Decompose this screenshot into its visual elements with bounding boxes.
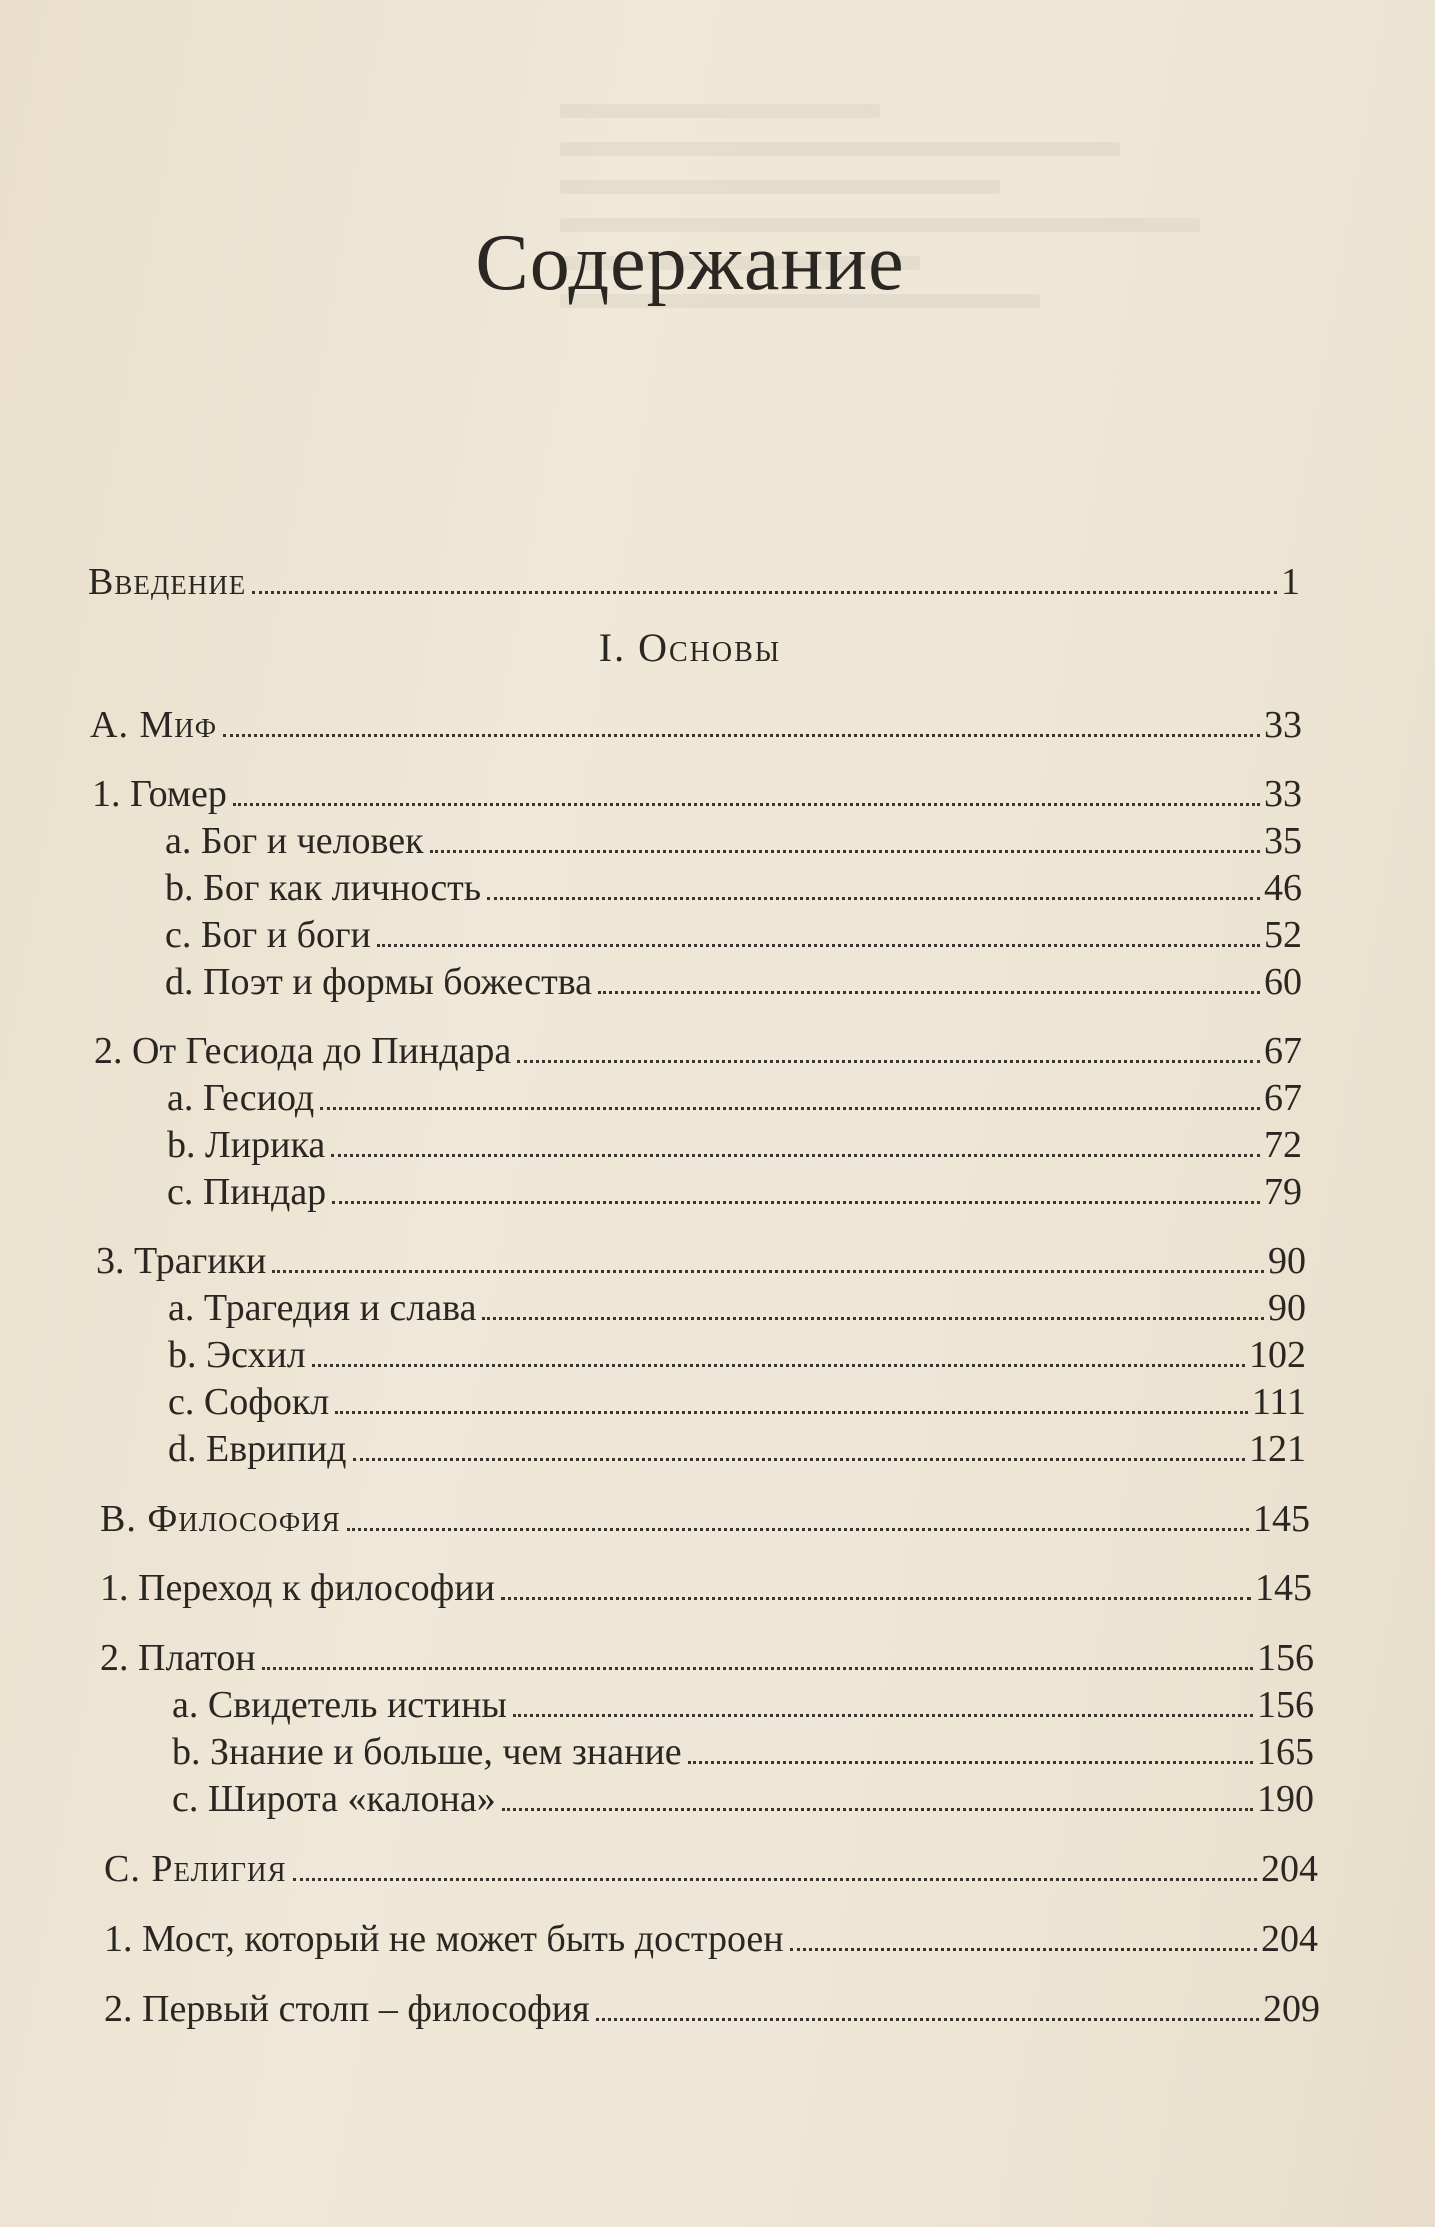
toc-entry-page: 72 [1264, 1124, 1302, 1166]
toc-entry-page: 165 [1257, 1731, 1314, 1773]
toc-entry-label: b. Знание и больше, чем знание [172, 1731, 682, 1773]
toc-entry [165, 819, 1302, 869]
toc-entry-page: 190 [1257, 1778, 1314, 1820]
toc-entry-page: 52 [1264, 914, 1302, 956]
toc-entry-label: d. Поэт и формы божества [165, 961, 593, 1003]
toc-entry-label: a. Бог и человек [165, 820, 424, 862]
toc-entry [165, 913, 1302, 963]
toc-entry-label: A. Миф [90, 704, 218, 746]
toc-entry [104, 1917, 1318, 1967]
dot-leader [347, 1527, 1249, 1531]
toc-entry [94, 1029, 1302, 1079]
dot-leader [353, 1457, 1246, 1461]
dot-leader [517, 1059, 1260, 1063]
toc-entry-label: a. Трагедия и слава [168, 1287, 477, 1329]
toc-entry-page: 79 [1264, 1171, 1302, 1213]
toc-entry [168, 1286, 1306, 1336]
toc-entry [168, 1427, 1306, 1477]
toc-entry-label: 1. Мост, который не может быть достроен [104, 1918, 784, 1960]
toc-entry [172, 1730, 1314, 1780]
toc-entry-page: 209 [1263, 1988, 1320, 2030]
toc-entry-page: 90 [1268, 1240, 1306, 1282]
dot-leader [688, 1760, 1253, 1764]
toc-entry [90, 703, 1302, 753]
dot-leader [790, 1947, 1257, 1951]
dot-leader [332, 1200, 1260, 1204]
toc-entry-page: 204 [1261, 1918, 1318, 1960]
dot-leader [272, 1269, 1264, 1273]
toc-entry-page: 102 [1249, 1334, 1306, 1376]
toc-entry [165, 866, 1302, 916]
toc-entry-page: 46 [1264, 867, 1302, 909]
toc-entry-page: 33 [1264, 773, 1302, 815]
toc-entry-page: 33 [1264, 704, 1302, 746]
dot-leader [262, 1666, 1253, 1670]
toc-entry-page: 90 [1268, 1287, 1306, 1329]
toc-entry-label: b. Лирика [167, 1124, 326, 1166]
toc-entry [100, 1636, 1314, 1686]
dot-leader [252, 590, 1277, 594]
toc-entry-page: 67 [1264, 1030, 1302, 1072]
toc-entry-page: 156 [1257, 1684, 1314, 1726]
dot-leader [513, 1713, 1253, 1717]
dot-leader [377, 943, 1260, 947]
toc-entry-page: 1 [1281, 561, 1300, 603]
toc-entry [100, 1497, 1310, 1547]
toc-entry-label: Введение [88, 561, 247, 603]
dot-leader [598, 990, 1260, 994]
toc-entry [168, 1380, 1306, 1430]
dot-leader [331, 1153, 1260, 1157]
toc-entry-label: 2. Платон [100, 1637, 256, 1679]
toc-entry-label: b. Эсхил [168, 1334, 306, 1376]
toc-entry-label: 3. Трагики [96, 1240, 267, 1282]
toc-entry [168, 1333, 1306, 1383]
dot-leader [487, 896, 1260, 900]
toc-entry-label: B. Философия [100, 1498, 341, 1540]
toc-entry-label: c. Софокл [168, 1381, 330, 1423]
dot-leader [223, 733, 1260, 737]
toc-entry-label: c. Широта «калона» [172, 1778, 496, 1820]
dot-leader [596, 2017, 1259, 2021]
toc-entry-label: 1. Переход к философии [100, 1567, 495, 1609]
toc-entry-label: b. Бог как личность [165, 867, 482, 909]
toc-entry [172, 1683, 1314, 1733]
toc-entry-label: c. Пиндар [167, 1171, 327, 1213]
toc-entry-page: 121 [1249, 1428, 1306, 1470]
dot-leader [312, 1363, 1245, 1367]
dot-leader [293, 1877, 1257, 1881]
toc-entry-page: 111 [1251, 1381, 1306, 1423]
toc-entry-page: 67 [1264, 1077, 1302, 1119]
toc-entry [96, 1239, 1306, 1289]
dot-leader [320, 1106, 1260, 1110]
toc-entry [167, 1170, 1302, 1220]
toc-entry-label: c. Бог и боги [165, 914, 371, 956]
toc-entry [165, 960, 1302, 1010]
toc-entry [88, 560, 1300, 610]
dot-leader [335, 1410, 1248, 1414]
toc-entry [172, 1777, 1314, 1827]
page-title: Содержание [475, 219, 905, 307]
toc-entry-label: a. Гесиод [167, 1077, 315, 1119]
toc-entry [167, 1076, 1302, 1126]
toc-entry-page: 60 [1264, 961, 1302, 1003]
dot-leader [233, 802, 1260, 806]
toc-entry [104, 1987, 1320, 2037]
toc-entry-page: 35 [1264, 820, 1302, 862]
toc-entry-page: 156 [1257, 1637, 1314, 1679]
toc-entry [167, 1123, 1302, 1173]
toc-entry [104, 1847, 1318, 1897]
toc-entry [100, 1566, 1312, 1616]
toc-entry-label: d. Еврипид [168, 1428, 347, 1470]
dot-leader [501, 1596, 1251, 1600]
dot-leader [482, 1316, 1264, 1320]
toc-entry-page: 145 [1255, 1567, 1312, 1609]
toc-entry-label: a. Свидетель истины [172, 1684, 507, 1726]
toc-entry-label: 1. Гомер [92, 773, 227, 815]
toc-entry-label: 2. Первый столп – философия [104, 1988, 590, 2030]
dot-leader [430, 849, 1260, 853]
part-heading: I. Основы [598, 625, 782, 670]
toc-entry-label: C. Религия [104, 1848, 287, 1890]
toc-entry-label: 2. От Гесиода до Пиндара [94, 1030, 512, 1072]
toc-entry-page: 145 [1253, 1498, 1310, 1540]
toc-entry [92, 772, 1302, 822]
toc-entry-page: 204 [1261, 1848, 1318, 1890]
dot-leader [502, 1807, 1253, 1811]
